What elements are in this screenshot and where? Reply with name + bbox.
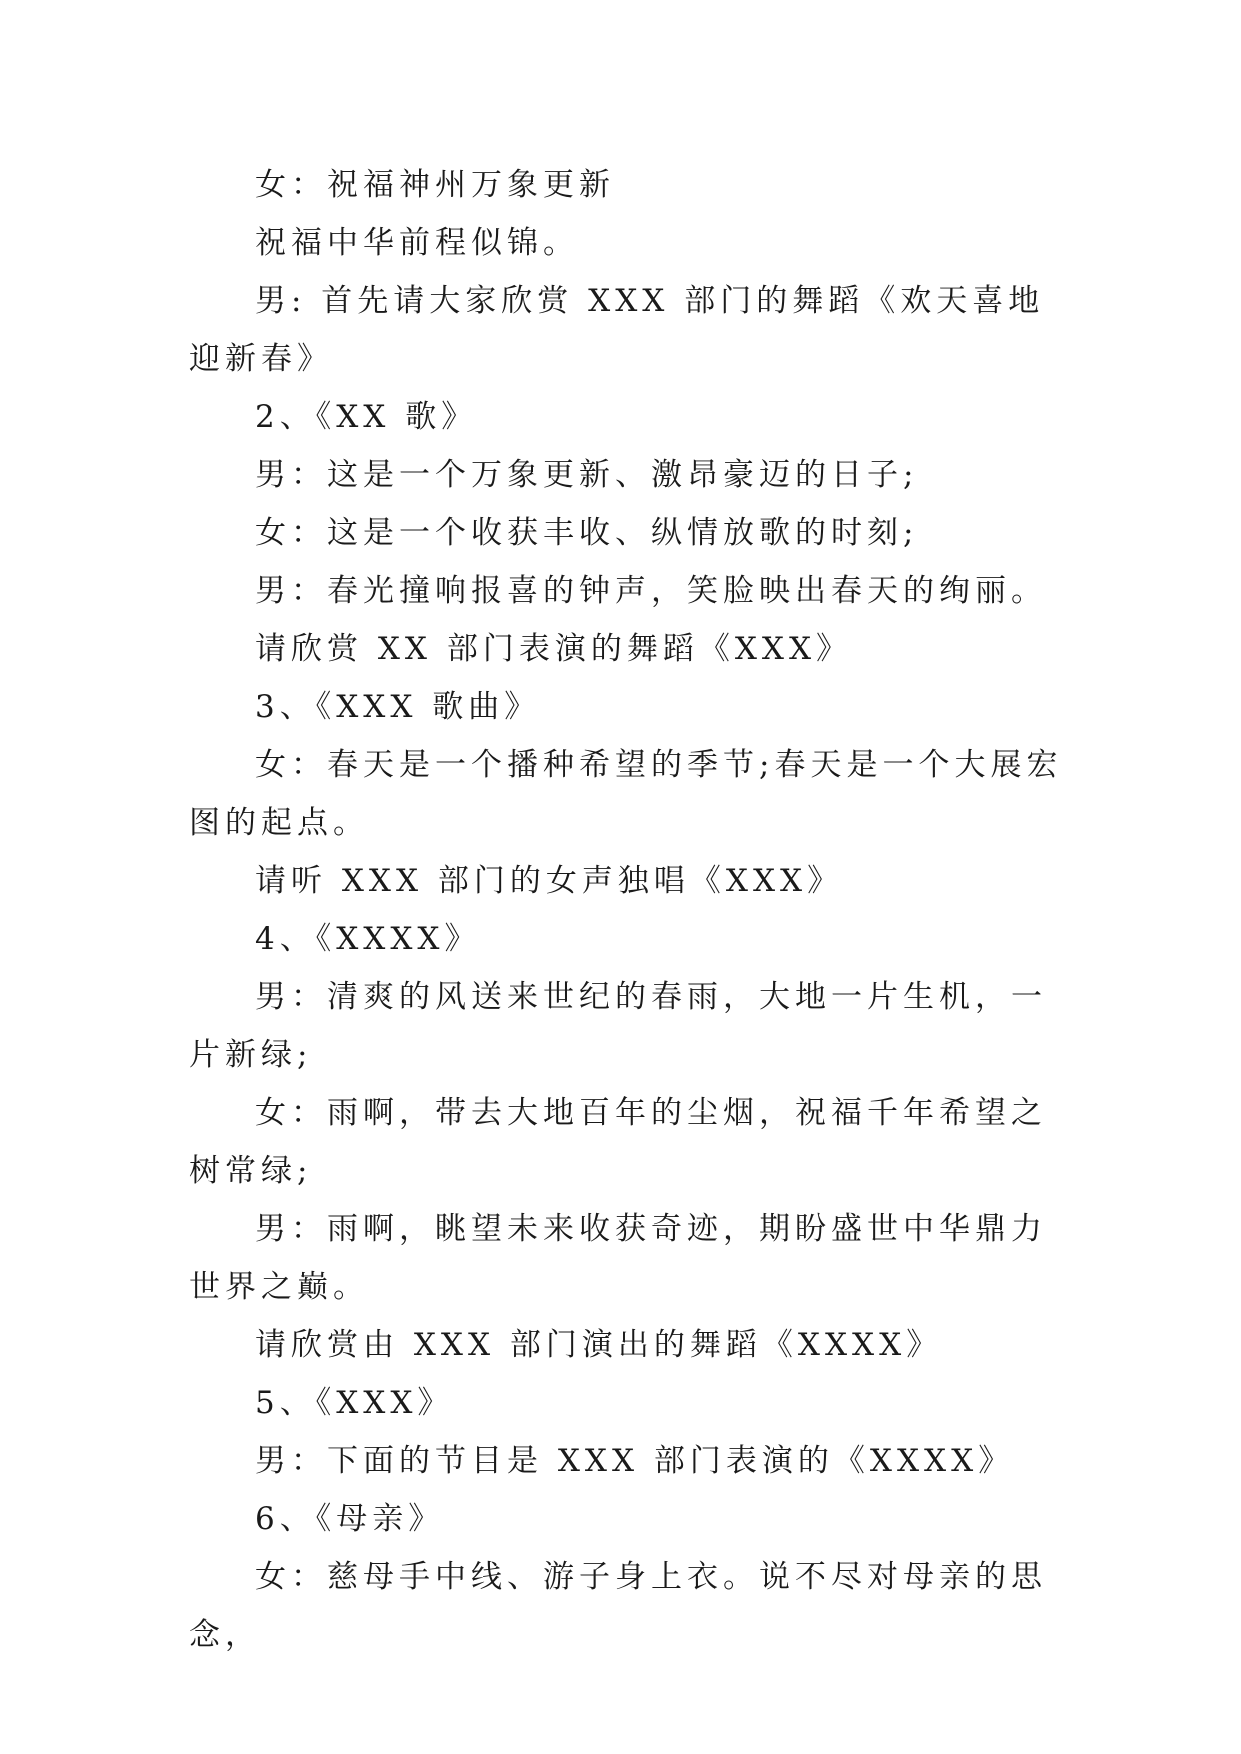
paragraph: 请欣赏 XX 部门表演的舞蹈《XXX》 [255, 631, 853, 667]
paragraph: 女：祝福神州万象更新 [255, 167, 615, 203]
document-body [189, 156, 1069, 1664]
paragraph: 男：清爽的风送来世纪的春雨，大地一片生机，一片新绿; [189, 979, 1047, 1073]
paragraph: 男：雨啊，眺望未来收获奇迹，期盼盛世中华鼎力世界之巅。 [189, 1211, 1047, 1305]
paragraph: 4、《XXXX》 [255, 921, 481, 957]
paragraph: 男：春光撞响报喜的钟声，笑脸映出春天的绚丽。 [255, 573, 1047, 609]
paragraph: 请听 XXX 部门的女声独唱《XXX》 [255, 863, 844, 899]
paragraph: 女：这是一个收获丰收、纵情放歌的时刻; [255, 515, 919, 551]
paragraph: 3、《XXX 歌曲》 [255, 689, 541, 725]
paragraph: 男：下面的节目是 XXX 部门表演的《XXXX》 [255, 1443, 1015, 1479]
paragraph: 5、《XXX》 [255, 1385, 454, 1421]
paragraph: 请欣赏由 XXX 部门演出的舞蹈《XXXX》 [255, 1327, 943, 1363]
paragraph: 祝福中华前程似锦。 [255, 225, 579, 261]
paragraph: 女：雨啊，带去大地百年的尘烟，祝福千年希望之树常绿; [189, 1095, 1047, 1189]
paragraph: 2、《XX 歌》 [255, 399, 478, 435]
paragraph: 女：慈母手中线、游子身上衣。说不尽对母亲的思念， [189, 1559, 1047, 1653]
paragraph: 男：这是一个万象更新、激昂豪迈的日子; [255, 457, 919, 493]
paragraph: 男: 首先请大家欣赏 XXX 部门的舞蹈《欢天喜地迎新春》 [189, 283, 1045, 377]
paragraph: 6、《母亲》 [255, 1501, 445, 1537]
paragraph: 女：春天是一个播种希望的季节;春天是一个大展宏图的起点。 [189, 747, 1063, 841]
